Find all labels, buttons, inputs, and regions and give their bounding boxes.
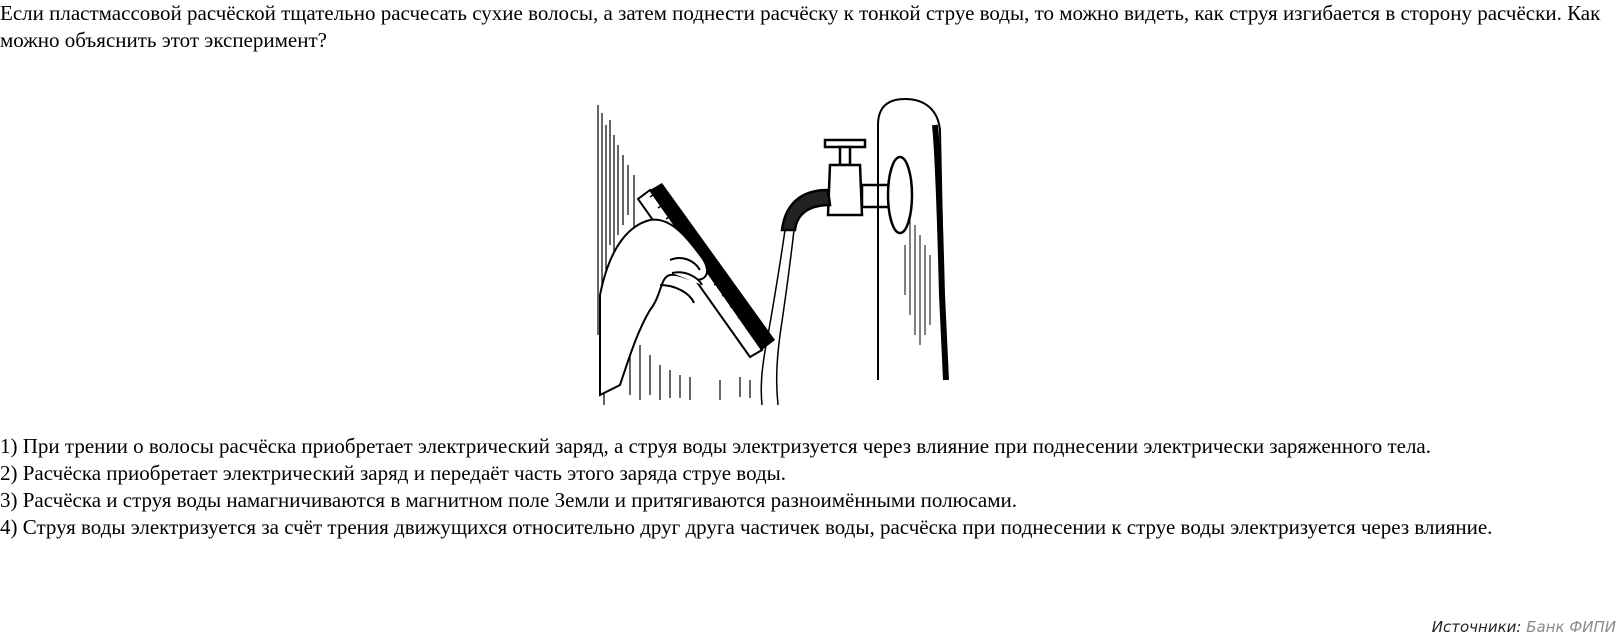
answer-option-3 <box>0 487 1612 514</box>
answer-text: Струя воды электризуется за счёт трения движущихся относительно друг друга частичек воды, расчёска при поднесении к струе воды электризуется через влияние. <box>22 515 1493 539</box>
source-link[interactable]: Банк ФИПИ <box>1526 618 1616 636</box>
answer-option-1 <box>0 433 1612 460</box>
answer-text: Расчёска и струя воды намагничиваются в магнитном поле Земли и притягиваются разноимёнными полюсами. <box>22 488 1017 512</box>
answer-number: 2) <box>0 461 18 485</box>
answer-text: При трении о волосы расчёска приобретает электрический заряд, а струя воды электризуется через влияние при поднесении электрически заряженного тела. <box>22 434 1432 458</box>
source-label: Источники: <box>1431 618 1522 636</box>
question-text: Если пластмассовой расчёской тщательно расчесать сухие волосы, а затем поднести расчёску к тонкой струе воды, то можно видеть, как струя изгибается в сторону расчёски. Как можно объяснить этот эксперимент? <box>0 1 1601 52</box>
answer-options <box>0 433 1612 541</box>
answer-number: 4) <box>0 515 18 539</box>
comb-water-illustration <box>590 95 1000 415</box>
source-attribution <box>1432 617 1616 637</box>
answer-number: 3) <box>0 488 18 512</box>
answer-text: Расчёска приобретает электрический заряд и передаёт часть этого заряда струе воды. <box>22 461 787 485</box>
answer-option-2 <box>0 460 1612 487</box>
answer-number: 1) <box>0 434 18 458</box>
answer-option-4 <box>0 514 1612 541</box>
comb-and-water-stream-illustration-icon <box>590 95 1000 415</box>
